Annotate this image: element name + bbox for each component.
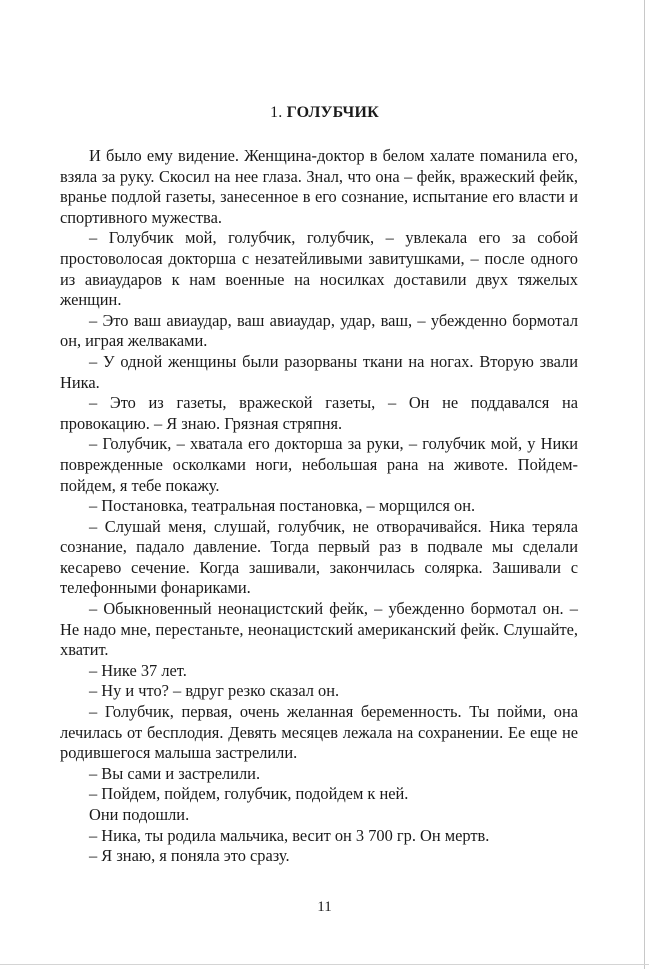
paragraph: – Обыкновенный неонацистский фейк, – убежденно бормотал он. – Не надо мне, перестаньте, неонацистский американский фейк. Слушайте, хватит. [60,599,578,660]
paragraph: – Пойдем, пойдем, голубчик, подойдем к ней. [89,784,409,804]
paragraph: – Это ваш авиаудар, ваш авиаудар, удар, ваш, – убежденно бормотал он, играя желваками. [60,310,578,351]
chapter-title-text: ГОЛУБЧИК [286,104,379,121]
page-edge-bottom [0,964,649,965]
page-number: 11 [317,899,332,915]
paragraph: – Ну и что? – вдруг резко сказал он. [89,681,340,701]
chapter-text [60,146,578,867]
paragraph: – У одной женщины были разорваны ткани на ногах. Вторую звали Ника. [60,351,578,392]
paragraph: – Это из газеты, вражеской газеты, – Он не поддавался на провокацию. – Я знаю. Грязная стряпня. [60,393,578,433]
paragraph: И было ему видение. Женщина-доктор в белом халате поманила его, взяла за руку. Скосил на нее глаза. Знал, что она – фейк, вражеский фейк, вранье подлой газеты, занесенное в его сознание, испытание его власти и спортивного мужества. [60,146,578,227]
paragraph: – Слушай меня, слушай, голубчик, не отворачивайся. Ника теряла сознание, падало давление. Тогда первый раз в подвале мы сделали кесарево сечение. Когда зашивали, закончилась солярка. Зашивали с телефонными фонариками. [60,516,578,598]
paragraph: – Ника, ты родила мальчика, весит он 3 700 гр. Он мертв. [89,825,490,845]
paragraph: – Вы сами и застрелили. [89,763,261,783]
paragraph: Они подошли. [89,805,190,824]
chapter-title [0,104,649,122]
page-edge-right [644,0,645,969]
paragraph: – Нике 37 лет. [89,660,187,680]
chapter-number: 1. [270,104,283,121]
paragraph: – Я знаю, я поняла это сразу. [89,846,290,866]
paragraph: – Постановка, театральная постановка, – морщился он. [89,496,476,516]
paragraph: – Голубчик, – хватала его докторша за руки, – голубчик мой, у Ники поврежденные осколками ноги, небольшая рана на животе. Пойдем-пойдем, я тебе покажу. [60,434,578,495]
paragraph: – Голубчик мой, голубчик, голубчик, – увлекала его за собой простоволосая докторша с незатейливыми завитушками, – после одного из авиаударов к нам военные на носилках доставили двух тяжелых женщин. [60,228,578,310]
paragraph: – Голубчик, первая, очень желанная беременность. Ты пойми, она лечилась от бесплодия. Девять месяцев лежала на сохранении. Ее еще не родившегося малыша застрелили. [60,702,578,763]
